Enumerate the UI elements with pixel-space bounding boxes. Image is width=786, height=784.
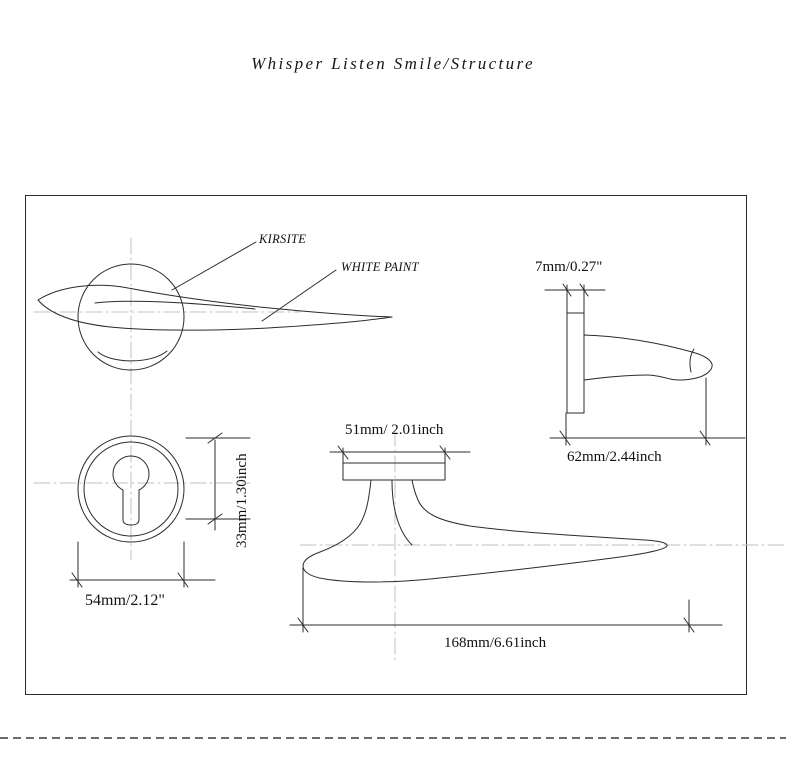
dim-rose-diameter-label: 54mm/2.12" [85,592,165,609]
dim-rose-height-label: 33mm/1.30inch [234,453,250,548]
kirsite-callout-label: KIRSITE [259,232,307,246]
page-title: Whisper Listen Smile/Structure [251,54,535,73]
dim-backplate-thickness-label: 7mm/0.27" [535,259,603,275]
dim-lever-projection-label: 62mm/2.44inch [567,449,662,465]
white-paint-callout-label: WHITE PAINT [341,260,419,274]
dim-lever-length-label: 168mm/6.61inch [444,635,547,651]
bottom-divider [0,737,786,739]
dim-lever-base-width-label: 51mm/ 2.01inch [345,422,444,438]
